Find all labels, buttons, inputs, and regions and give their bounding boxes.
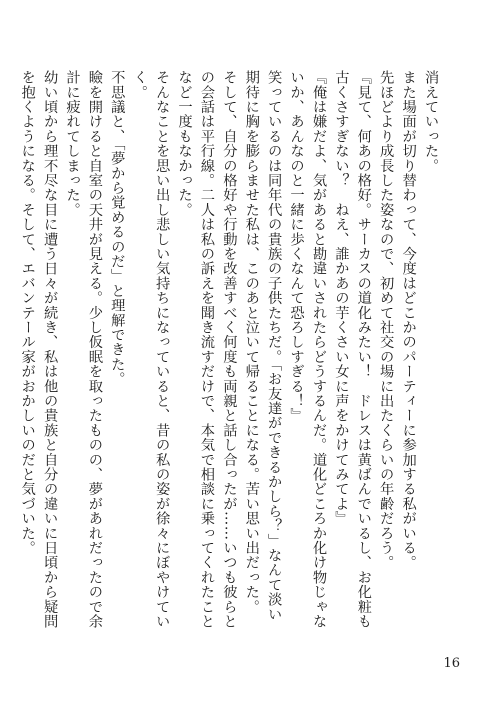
paragraph: 『見て、何あの格好。サーカスの道化みたい！ ドレスは黄ばんでいるし、お化粧も古くさすぎない？ ねえ、誰かあの芋くさい女に声をかけてみてよ』 [333, 70, 372, 629]
vertical-text-body [19, 70, 442, 630]
paragraph: 不思議と、「夢から覚めるのだ」と理解できた。 [109, 70, 126, 387]
page-number: 16 [443, 656, 460, 671]
paragraph: そして、自分の格好や行動を改善すべく何度も両親と話し合ったが……いつも彼らとの会話は平行線。二人は私の訴えを聞き流すだけで、本気で相談に乗ってくれたことなど一度もなかった。 [176, 70, 238, 629]
paragraph: 消えていった。 [423, 70, 439, 173]
paragraph: 笑っているのは同年代の貴族の子供たちだ。「お友達ができるかしら？」なんて淡い期待に胸を膨らませた私は、このあと泣いて帰ることになる。苦い思い出だった。 [243, 70, 283, 622]
paragraph: また場面が切り替わって、今度はどこかのパーティーに参加する私がいる。 [400, 70, 417, 570]
paragraph: そんなことを思い出し悲しい気持ちになっていると、昔の私の姿が徐々にぼやけていく。 [131, 70, 171, 629]
paragraph: 瞼を開けると自室の天井が見える。少し仮眠を取ったものの、夢があれだったので余計に疲れてしまった。 [64, 70, 103, 629]
paragraph: 幼い頃から理不尽な目に遭う日々が続き、私は他の貴族と自分の違いに日頃から疑問を抱くようになる。そして、エバンテール家がおかしいのだと気づいた。 [19, 70, 59, 629]
paragraph: 先ほどより成長した姿なので、初めて社交の場に出たくらいの年齢だろう。 [378, 70, 395, 570]
paragraph: 『俺は嫌だよ、気があると勘違いされたらどうするんだ。道化どころか化け物じゃないか、あんなのと一緒に歩くなんて恐ろしすぎる！』 [288, 70, 327, 629]
